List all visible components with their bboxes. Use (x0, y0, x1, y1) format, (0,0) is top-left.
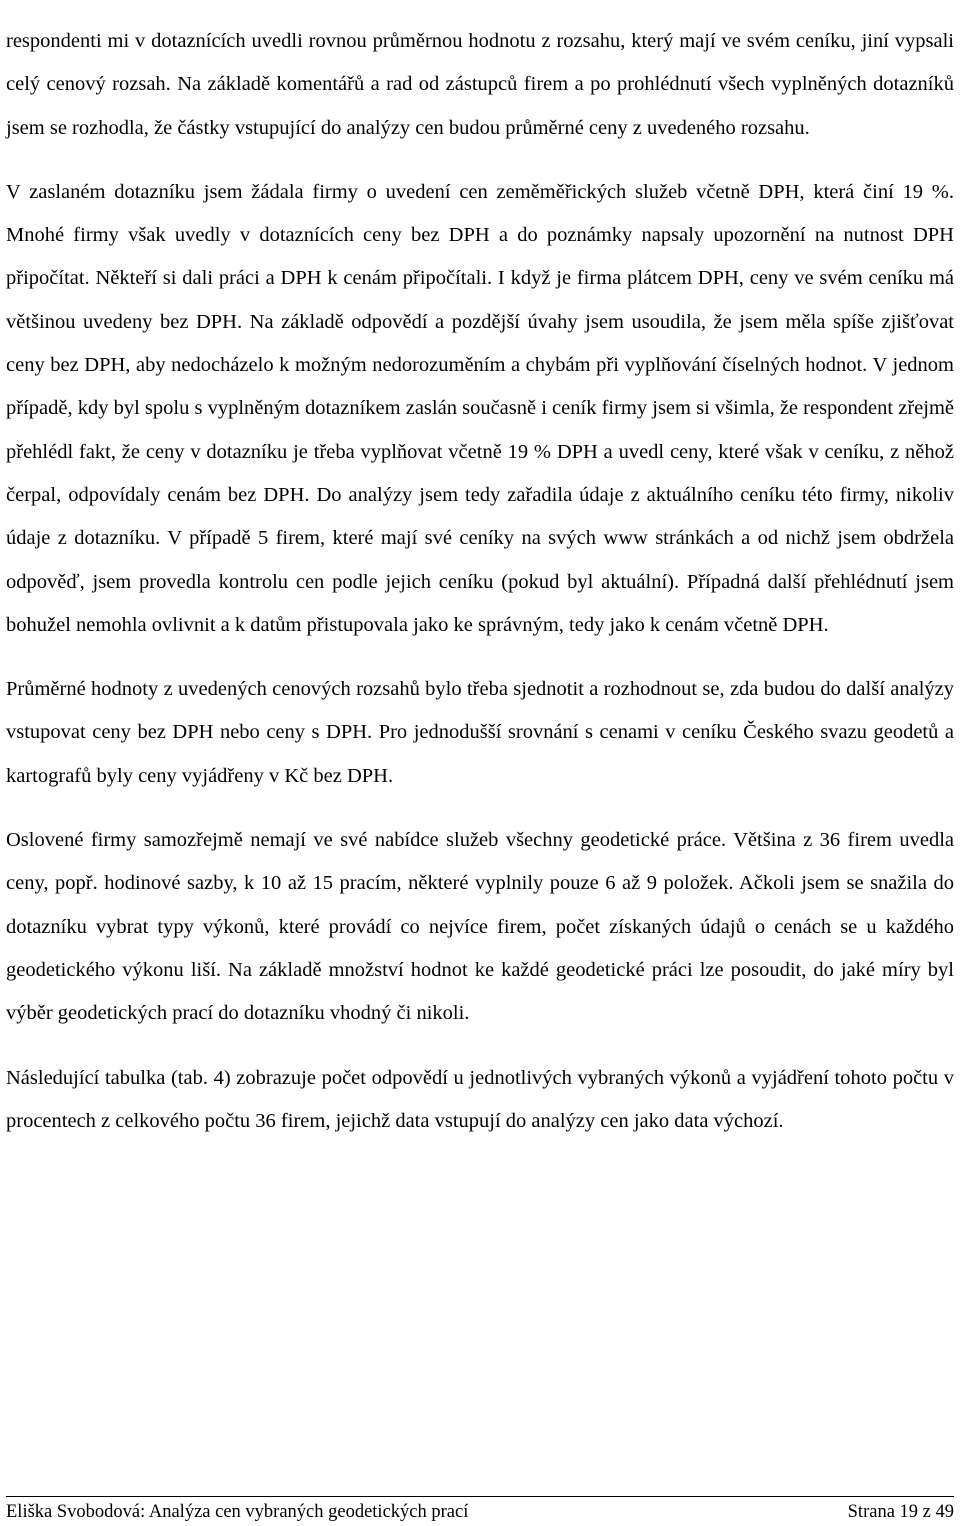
paragraph-5: Následující tabulka (tab. 4) zobrazuje počet odpovědí u jednotlivých vybraných výkonů a vyjádření tohoto počtu v procentech z celkového počtu 36 firem, jejichž data vstupují do analýzy cen jako data výchozí. (6, 1066, 954, 1132)
document-body (6, 20, 954, 1143)
paragraph-1: respondenti mi v dotaznících uvedli rovnou průměrnou hodnotu z rozsahu, který mají ve svém ceníku, jiní vypsali celý cenový rozsah. Na základě komentářů a rad od zástupců firem a po prohlédnutí všech vyplněných dotazníků jsem se rozhodla, že částky vstupující do analýzy cen budou průměrné ceny z uvedeného rozsahu. (6, 30, 954, 139)
page-footer (6, 1496, 954, 1523)
paragraph-2: V zaslaném dotazníku jsem žádala firmy o uvedení cen zeměměřických služeb včetně DPH, která činí 19 %. Mnohé firmy však uvedly v dotaznících ceny bez DPH a do poznámky napsaly upozornění na nutnost DPH připočítat. Někteří si dali práci a DPH k cenám připočítali. I když je firma plátcem DPH, ceny ve svém ceníku má většinou uvedeny bez DPH. Na základě odpovědí a pozdější úvahy jsem usoudila, že jsem měla spíše zjišťovat ceny bez DPH, aby nedocházelo k možným nedorozuměním a chybám při vyplňování číselných hodnot. V jednom případě, kdy byl spolu s vyplněným dotazníkem zaslán současně i ceník firmy jsem si všimla, že respondent zřejmě přehlédl fakt, že ceny v dotazníku je třeba vyplňovat včetně 19 % DPH a uvedl ceny, které však v ceníku, z něhož čerpal, odpovídaly cenám bez DPH. Do analýzy jsem tedy zařadila údaje z aktuálního ceníku této firmy, nikoliv údaje z dotazníku. V případě 5 firem, které mají své ceníky na svých www stránkách a od nichž jsem obdržela odpověď, jsem provedla kontrolu cen podle jejich ceníku (pokud byl aktuální). Případná další přehlédnutí jsem bohužel nemohla ovlivnit a k datům přistupovala jako ke správným, tedy jako k cenám včetně DPH. (6, 180, 954, 636)
footer-author-title: Eliška Svobodová: Analýza cen vybraných geodetických prací (6, 1502, 469, 1522)
paragraph-3: Průměrné hodnoty z uvedených cenových rozsahů bylo třeba sjednotit a rozhodnout se, zda budou do další analýzy vstupovat ceny bez DPH nebo ceny s DPH. Pro jednodušší srovnání s cenami v ceníku Českého svazu geodetů a kartografů byly ceny vyjádřeny v Kč bez DPH. (6, 678, 954, 787)
paragraph-4: Oslovené firmy samozřejmě nemají ve své nabídce služeb všechny geodetické práce. Většina z 36 firem uvedla ceny, popř. hodinové sazby, k 10 až 15 pracím, některé vyplnily pouze 6 až 9 položek. Ačkoli jsem se snažila do dotazníku vybrat typy výkonů, které provádí co nejvíce firem, počet získaných údajů o cenách se u každého geodetického výkonu liší. Na základě množství hodnot ke každé geodetické práci lze posoudit, do jaké míry byl výběr geodetických prací do dotazníku vhodný či nikoli. (6, 829, 954, 1025)
footer-page-number: Strana 19 z 49 (847, 1502, 954, 1522)
